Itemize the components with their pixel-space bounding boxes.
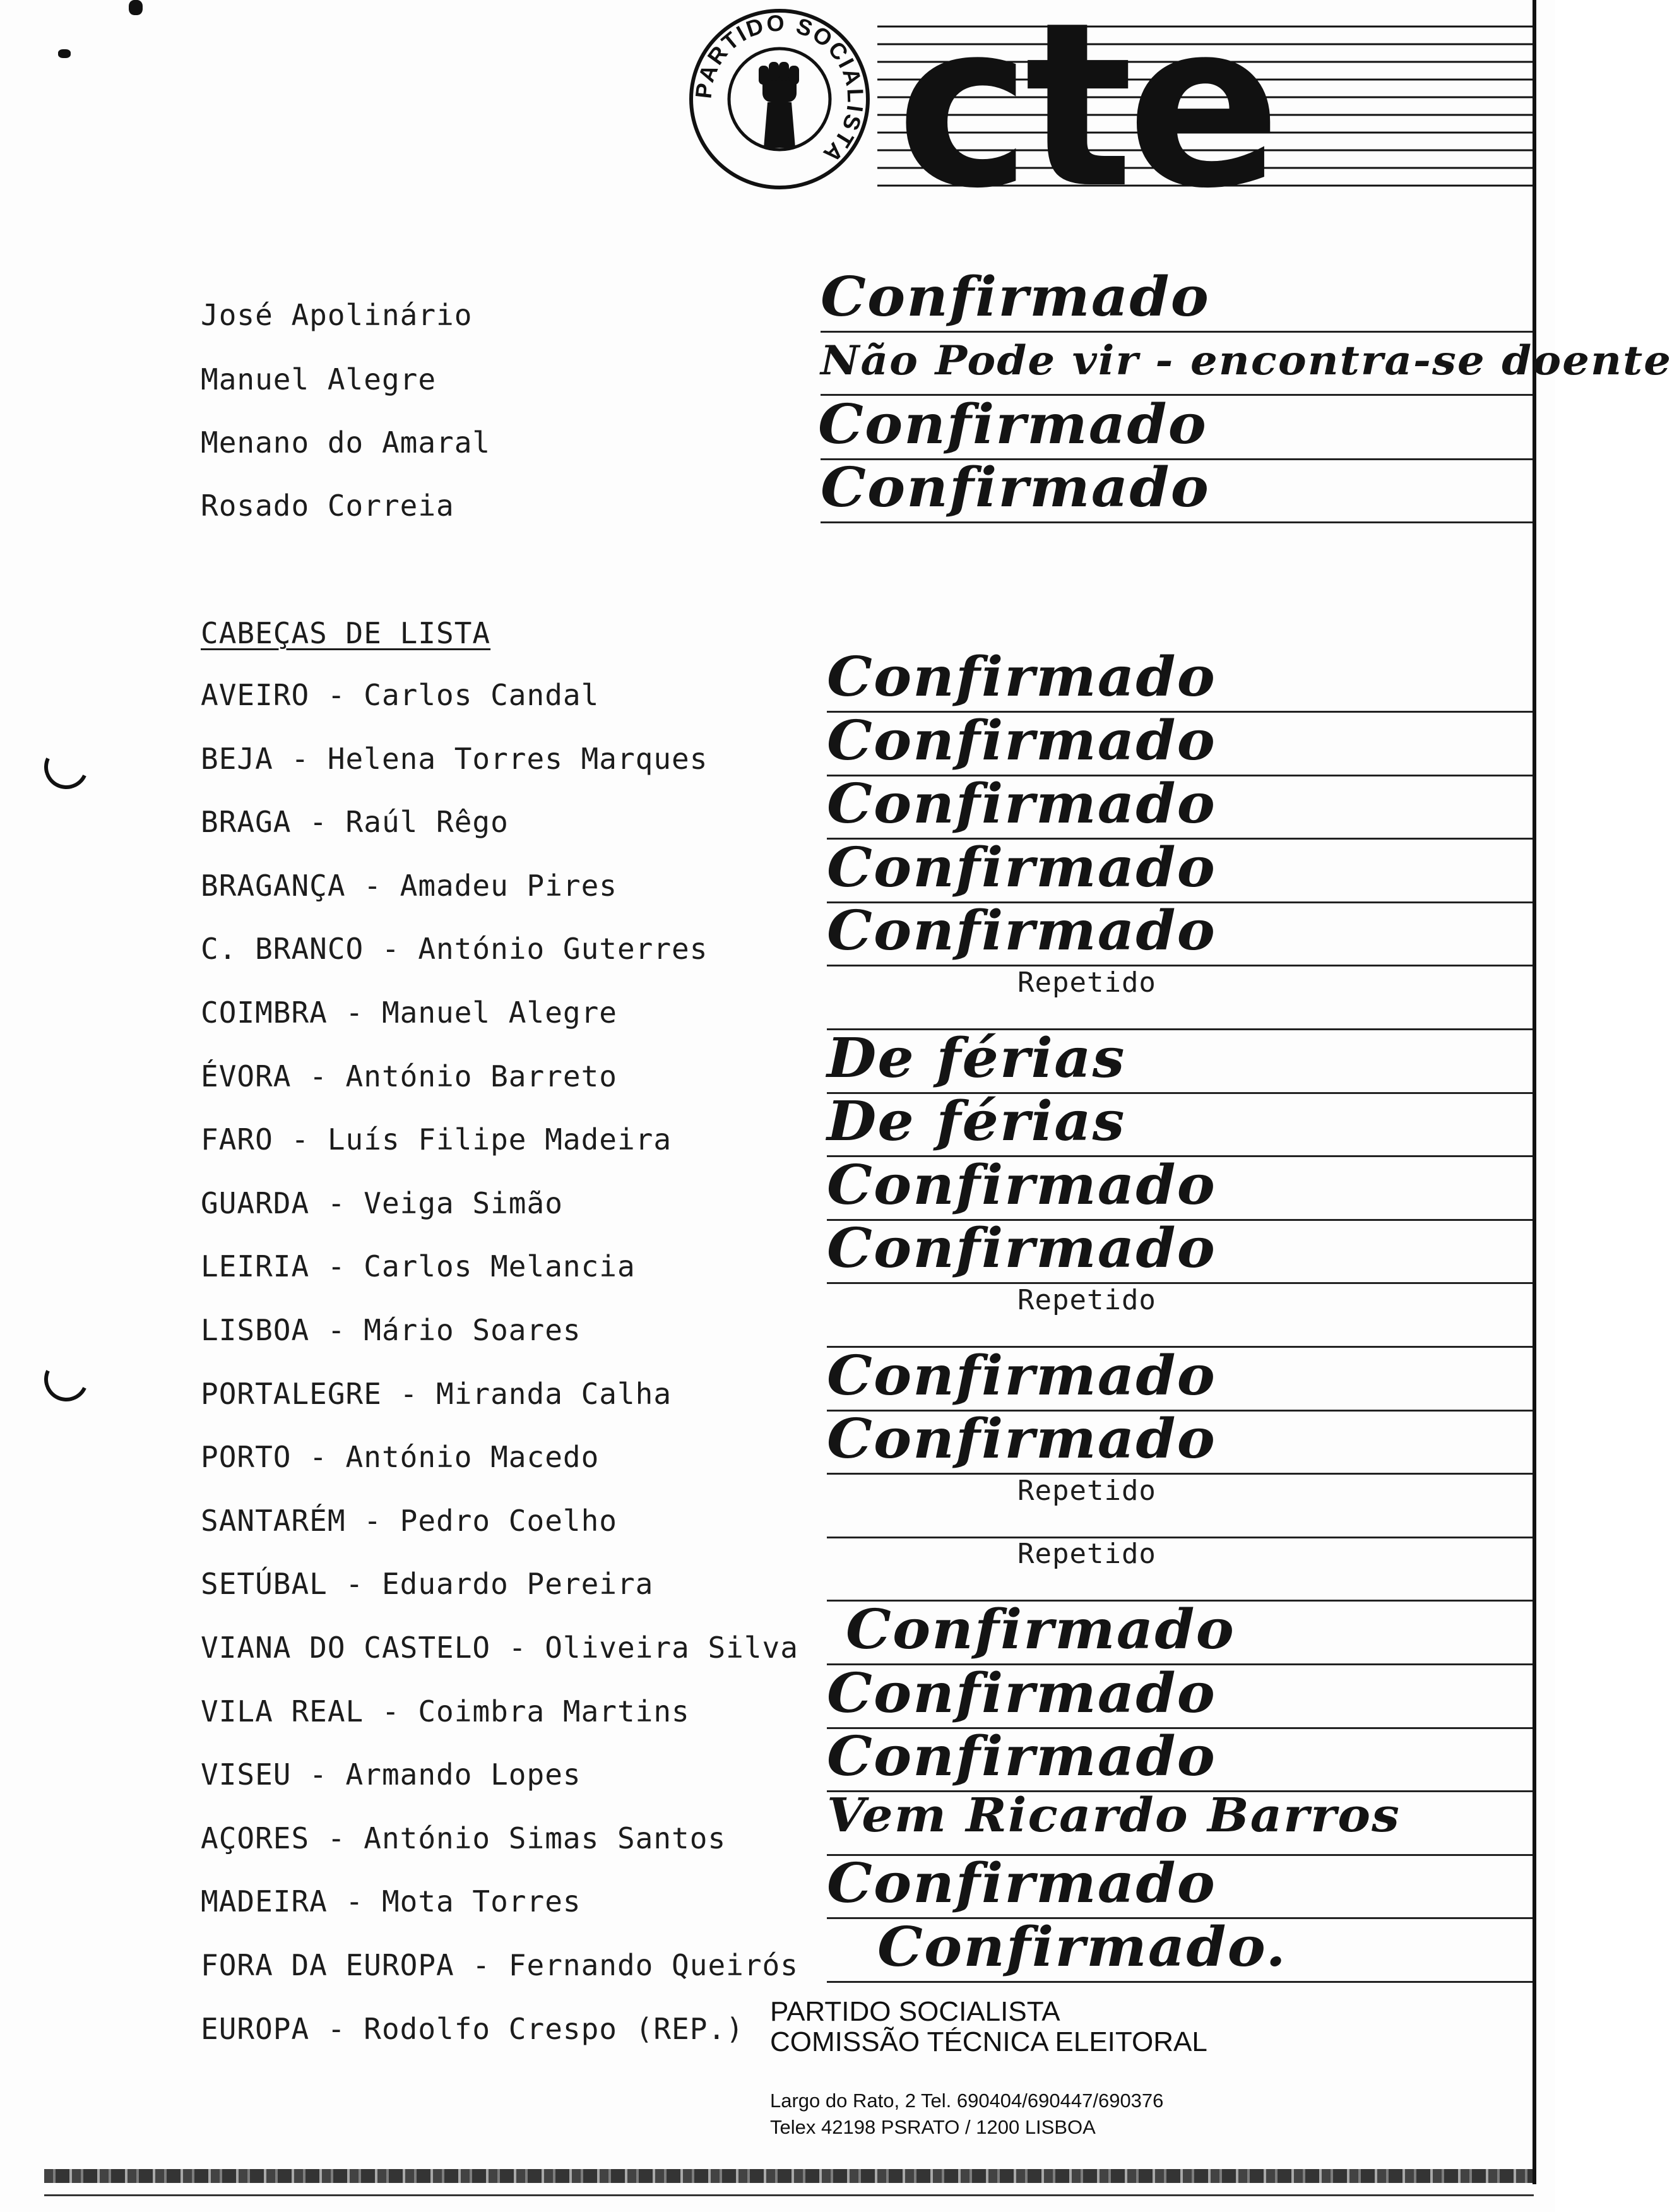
head-of-list-entry: GUARDA - Veiga Simão — [201, 1186, 563, 1220]
handwritten-status: Confirmado — [827, 1662, 1216, 1725]
head-of-list-entry: SETÚBAL - Eduardo Pereira — [201, 1567, 654, 1601]
handwritten-status: De férias — [827, 1026, 1126, 1090]
head-of-list-entry: EUROPA - Rodolfo Crespo (REP.) — [201, 2012, 744, 2046]
typed-repeat-note: Repetido — [1017, 1538, 1156, 1570]
handwritten-status: Confirmado — [827, 836, 1216, 900]
head-of-list-entry: SANTARÉM - Pedro Coelho — [201, 1504, 617, 1538]
answer-line — [827, 1282, 1533, 1284]
partido-socialista-logo — [688, 8, 871, 191]
punch-hole-mark — [38, 739, 95, 795]
stamp-commission-name: COMISSÃO TÉCNICA ELEITORAL — [770, 2026, 1207, 2057]
person-name: Manuel Alegre — [201, 362, 437, 396]
head-of-list-entry: PORTO - António Macedo — [201, 1440, 600, 1474]
head-of-list-entry: VILA REAL - Coimbra Martins — [201, 1694, 690, 1728]
head-of-list-entry: VIANA DO CASTELO - Oliveira Silva — [201, 1631, 798, 1665]
head-of-list-entry: BEJA - Helena Torres Marques — [201, 742, 708, 776]
section-title: CABEÇAS DE LISTA — [201, 616, 491, 650]
handwritten-status: Confirmado — [818, 393, 1207, 456]
handwritten-status: Confirmado — [821, 265, 1210, 329]
scan-bottom-border — [44, 2169, 1534, 2183]
typed-repeat-note: Repetido — [1017, 1284, 1156, 1316]
handwritten-status: Confirmado — [827, 1725, 1216, 1788]
answer-line — [827, 965, 1533, 966]
handwritten-status: Confirmado — [827, 899, 1216, 963]
answer-line — [821, 331, 1533, 333]
handwritten-status: Confirmado — [827, 1153, 1216, 1217]
answer-line — [827, 1981, 1533, 1983]
head-of-list-entry: BRAGANÇA - Amadeu Pires — [201, 869, 617, 903]
handwritten-status: Confirmado — [827, 645, 1216, 709]
svg-text:cte: cte — [896, 0, 1275, 238]
head-of-list-entry: FARO - Luís Filipe Madeira — [201, 1122, 672, 1157]
handwritten-status: Confirmado — [827, 1344, 1216, 1408]
svg-text:PARTIDO SOCIALISTA: PARTIDO SOCIALISTA — [690, 9, 869, 169]
answer-line — [821, 521, 1533, 523]
handwritten-status: Confirmado — [827, 1407, 1216, 1471]
scan-speck — [129, 0, 143, 15]
handwritten-status: Confirmado — [821, 456, 1210, 520]
handwritten-status: Confirmado — [827, 1852, 1216, 1915]
head-of-list-entry: LEIRIA - Carlos Melancia — [201, 1249, 636, 1283]
handwritten-status: Confirmado — [827, 772, 1216, 836]
stamp-party-name: PARTIDO SOCIALISTA — [770, 1996, 1060, 2027]
head-of-list-entry: COIMBRA - Manuel Alegre — [201, 996, 617, 1030]
handwritten-status: Vem Ricardo Barros — [827, 1788, 1401, 1843]
head-of-list-entry: MADEIRA - Mota Torres — [201, 1884, 581, 1918]
head-of-list-entry: LISBOA - Mário Soares — [201, 1313, 581, 1347]
typed-repeat-note: Repetido — [1017, 1475, 1156, 1507]
head-of-list-entry: PORTALEGRE - Miranda Calha — [201, 1377, 672, 1411]
stamp-address: Largo do Rato, 2 Tel. 690404/690447/690376 — [770, 2090, 1164, 2112]
handwritten-status: Confirmado — [827, 709, 1216, 773]
head-of-list-entry: ÉVORA - António Barreto — [201, 1059, 617, 1093]
person-name: Rosado Correia — [201, 489, 454, 523]
handwritten-status: Confirmado. — [877, 1915, 1287, 1979]
punch-hole-mark — [38, 1351, 95, 1408]
scan-bottom-line — [44, 2194, 1534, 2196]
head-of-list-entry: AÇORES - António Simas Santos — [201, 1821, 726, 1855]
typed-repeat-note: Repetido — [1017, 966, 1156, 999]
head-of-list-entry: C. BRANCO - António Guterres — [201, 932, 708, 966]
scan-speck — [58, 49, 71, 58]
handwritten-status: Confirmado — [827, 1216, 1216, 1280]
answer-line — [827, 1537, 1533, 1538]
handwritten-status: Não Pode vir - encontra-se doente — [821, 337, 1672, 384]
answer-line — [827, 1473, 1533, 1475]
head-of-list-entry: AVEIRO - Carlos Candal — [201, 678, 600, 712]
handwritten-status: Confirmado — [846, 1598, 1235, 1662]
stamp-telex: Telex 42198 PSRATO / 1200 LISBOA — [770, 2116, 1096, 2138]
head-of-list-entry: VISEU - Armando Lopes — [201, 1757, 581, 1792]
handwritten-status: De férias — [827, 1090, 1126, 1153]
cte-logo — [877, 0, 1534, 238]
page-edge-line — [1533, 0, 1536, 2184]
person-name: José Apolinário — [201, 298, 473, 332]
head-of-list-entry: BRAGA - Raúl Rêgo — [201, 805, 509, 839]
person-name: Menano do Amaral — [201, 425, 491, 460]
head-of-list-entry: FORA DA EUROPA - Fernando Queirós — [201, 1948, 798, 1982]
